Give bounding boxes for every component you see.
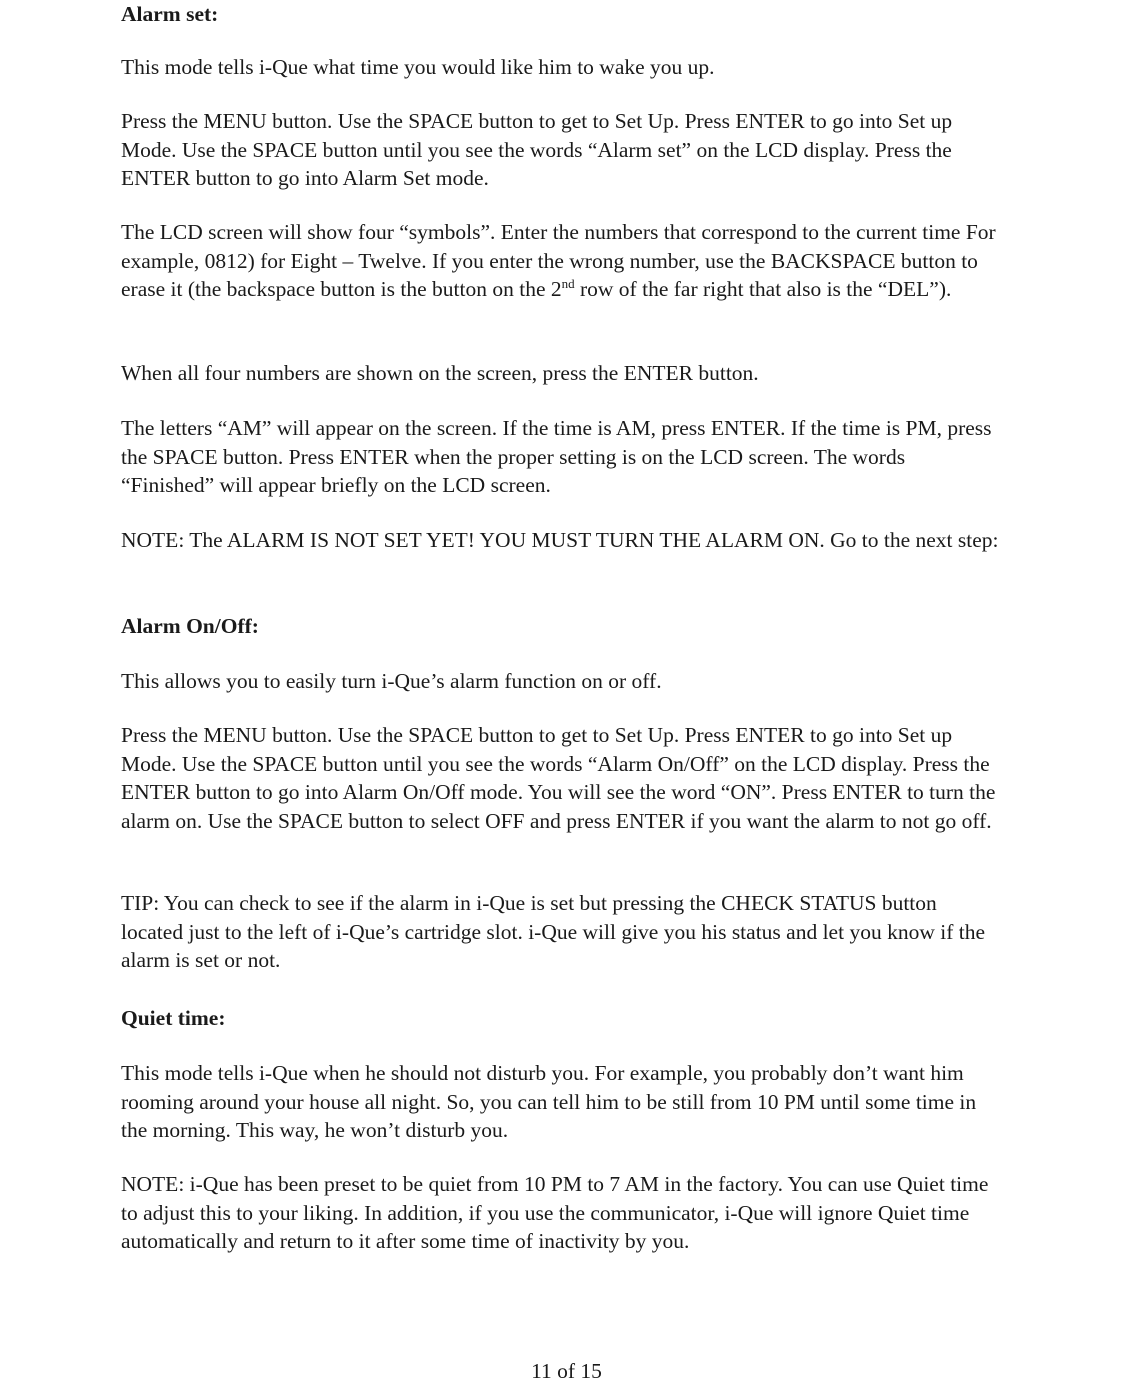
heading-alarm-on-off: Alarm On/Off: xyxy=(121,614,259,638)
paragraph-note: NOTE: The ALARM IS NOT SET YET! YOU MUST TURN THE ALARM ON. Go to the next step: xyxy=(121,528,999,552)
paragraph-tip: TIP: You can check to see if the alarm in i-Que is set but pressing the CHECK STATUS button located just to the left of i-Que’s cartridge slot. i-Que will give you his status and let you know if the alarm is set or not. xyxy=(121,891,985,972)
heading-quiet-time: Quiet time: xyxy=(121,1006,226,1030)
paragraph-note: NOTE: i-Que has been preset to be quiet from 10 PM to 7 AM in the factory. You can use Quiet time to adjust this to your liking. In addition, if you use the communicator, i-Que will ignore Quiet time automatically and return to it after some time of inactivity by you. xyxy=(121,1172,989,1253)
paragraph-text-cont: row of the far right that also is the “DEL”). xyxy=(574,277,952,301)
page-number: 11 of 15 xyxy=(531,1359,602,1383)
heading-alarm-set: Alarm set: xyxy=(121,2,219,26)
paragraph: Press the MENU button. Use the SPACE button to get to Set Up. Press ENTER to go into Set up Mode. Use the SPACE button until you see the words “Alarm set” on the LCD display. Press the ENTER button to go into Alarm Set mode. xyxy=(121,109,953,190)
paragraph: Press the MENU button. Use the SPACE button to get to Set Up. Press ENTER to go into Set up Mode. Use the SPACE button until you see the words “Alarm On/Off” on the LCD display. Press the ENTER button to go into Alarm On/Off mode. You will see the word “ON”. Press ENTER to turn the alarm on. Use the SPACE button to select OFF and press ENTER if you want the alarm to not go off. xyxy=(121,723,996,833)
paragraph: This mode tells i-Que what time you would like him to wake you up. xyxy=(121,55,715,79)
superscript: nd xyxy=(561,276,575,291)
paragraph-text: The LCD screen will show four “symbols”. Enter the numbers that correspond to the current time For example, 0812) for Eight – Twelve. If you enter the wrong number, use the BACKSPACE button to erase it (the backspace button is the button on the 2 xyxy=(121,220,996,301)
paragraph-with-superscript xyxy=(121,218,1001,304)
paragraph: This allows you to easily turn i-Que’s alarm function on or off. xyxy=(121,669,662,693)
paragraph: When all four numbers are shown on the screen, press the ENTER button. xyxy=(121,361,759,385)
paragraph: This mode tells i-Que when he should not disturb you. For example, you probably don’t want him rooming around your house all night. So, you can tell him to be still from 10 PM until some time in the morning. This way, he won’t disturb you. xyxy=(121,1061,977,1142)
paragraph: The letters “AM” will appear on the screen. If the time is AM, press ENTER. If the time is PM, press the SPACE button. Press ENTER when the proper setting is on the LCD screen. The words “Finished” will appear briefly on the LCD screen. xyxy=(121,416,992,497)
